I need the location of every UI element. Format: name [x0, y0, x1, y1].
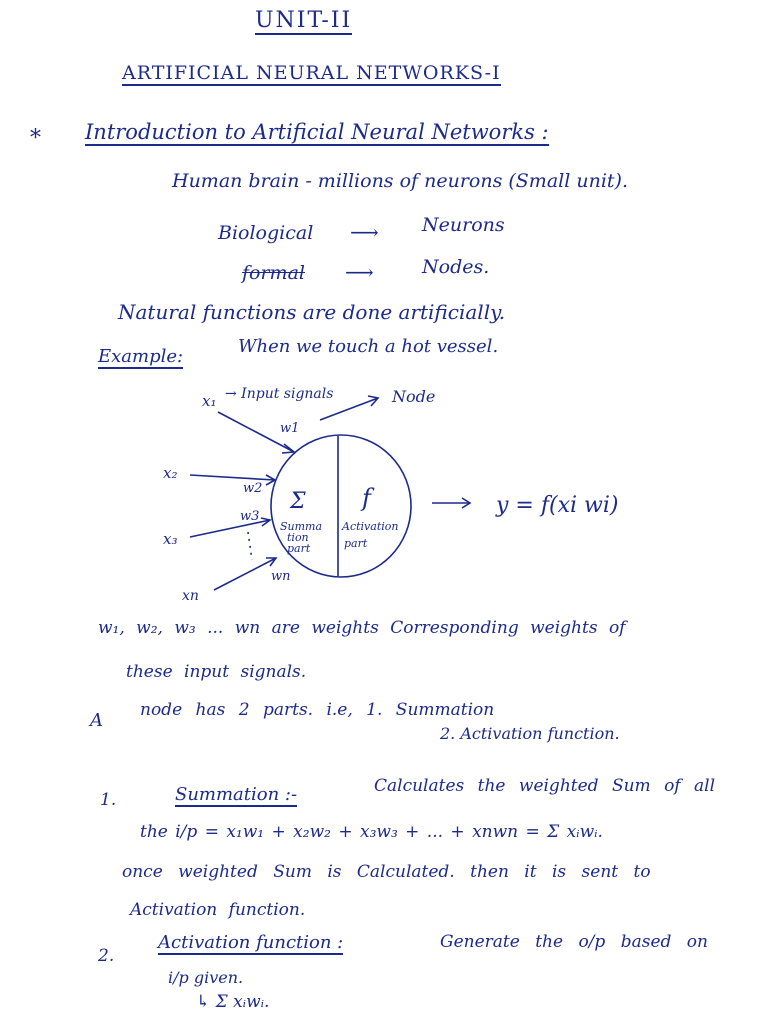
node-pointer-arrow — [320, 398, 378, 420]
biological-label: Biological — [218, 222, 314, 244]
arrow-icon: ⟶ — [350, 220, 379, 244]
sigma-symbol: Σ — [290, 489, 306, 514]
node-label: Node — [392, 387, 436, 406]
w3-label: w3 — [240, 509, 260, 524]
weights-line-2: these input signals. — [126, 662, 307, 682]
intro-line-natural-functions: Natural functions are done artificially. — [118, 300, 506, 324]
arrowhead-icon — [261, 518, 270, 526]
activation-part-line2: part — [344, 537, 368, 550]
w1-label: w1 — [280, 421, 300, 436]
dots-continuation — [248, 532, 252, 560]
x3-label: x₃ — [163, 530, 178, 548]
summation-text-3: once weighted Sum is Calculated. then it is sent to — [122, 862, 651, 882]
formal-label: formal — [242, 262, 305, 284]
neurons-label: Neurons — [422, 214, 505, 236]
node-parts-a: A — [90, 710, 103, 731]
activation-text-3: ↳ Σ xᵢwᵢ. — [196, 992, 270, 1012]
input-arrow-n — [214, 558, 276, 590]
bullet-marker: * — [30, 126, 41, 151]
activation-f-symbol: f — [362, 484, 371, 512]
example-text: When we touch a hot vessel. — [238, 336, 499, 357]
unit-heading: UNIT-II — [255, 8, 353, 33]
input-arrow-2 — [190, 475, 275, 480]
activation-heading: Activation function : — [158, 932, 344, 953]
chapter-title: ARTIFICIAL NEURAL NETWORKS-I — [122, 62, 501, 84]
summation-number: 1. — [100, 790, 117, 810]
activation-number: 2. — [98, 946, 115, 966]
activation-text-2: i/p given. — [168, 968, 244, 987]
input-signals-label: → Input signals — [225, 386, 334, 402]
node-parts-item-2: 2. Activation function. — [440, 724, 620, 743]
arrow-icon: ⟶ — [345, 260, 374, 284]
node-circle — [271, 435, 411, 577]
summation-part-line2: tion — [287, 531, 309, 544]
output-formula: y = f(xi wi) — [496, 493, 619, 518]
arrowhead-icon — [266, 558, 276, 566]
wn-label: wn — [271, 569, 291, 584]
summation-part-line3: part — [287, 542, 311, 555]
x1-label: x₁ — [202, 392, 217, 410]
arrowhead-icon — [368, 396, 378, 406]
summation-text-4: Activation function. — [130, 900, 306, 920]
arrowhead-icon — [462, 498, 470, 508]
node-parts-line: node has 2 parts. i.e, 1. Summation — [140, 700, 495, 720]
example-label: Example: — [98, 346, 184, 367]
arrowhead-icon — [266, 475, 275, 485]
input-arrow-1 — [218, 412, 294, 452]
activation-text-1: Generate the o/p based on — [440, 932, 708, 952]
summation-text-2: the i/p = x₁w₁ + x₂w₂ + x₃w₃ + ... + xnwn = Σ xᵢwᵢ. — [140, 822, 603, 842]
activation-part-line1: Activation — [342, 520, 399, 533]
x2-label: x₂ — [163, 464, 178, 482]
summation-heading: Summation :- — [175, 784, 298, 805]
input-arrow-3 — [190, 520, 270, 537]
w2-label: w2 — [243, 481, 263, 496]
summation-text-1: Calculates the weighted Sum of all — [374, 776, 716, 796]
xn-label: xn — [182, 588, 199, 604]
intro-heading: Introduction to Artificial Neural Networks : — [85, 120, 549, 144]
weights-line-1: w₁, w₂, w₃ ... wn are weights Corresponding weights of — [98, 618, 626, 638]
summation-part-line1: Summa — [280, 520, 323, 533]
nodes-label: Nodes. — [422, 256, 490, 278]
intro-line-human-brain: Human brain - millions of neurons (Small unit). — [172, 170, 628, 192]
arrowhead-icon — [282, 444, 294, 453]
